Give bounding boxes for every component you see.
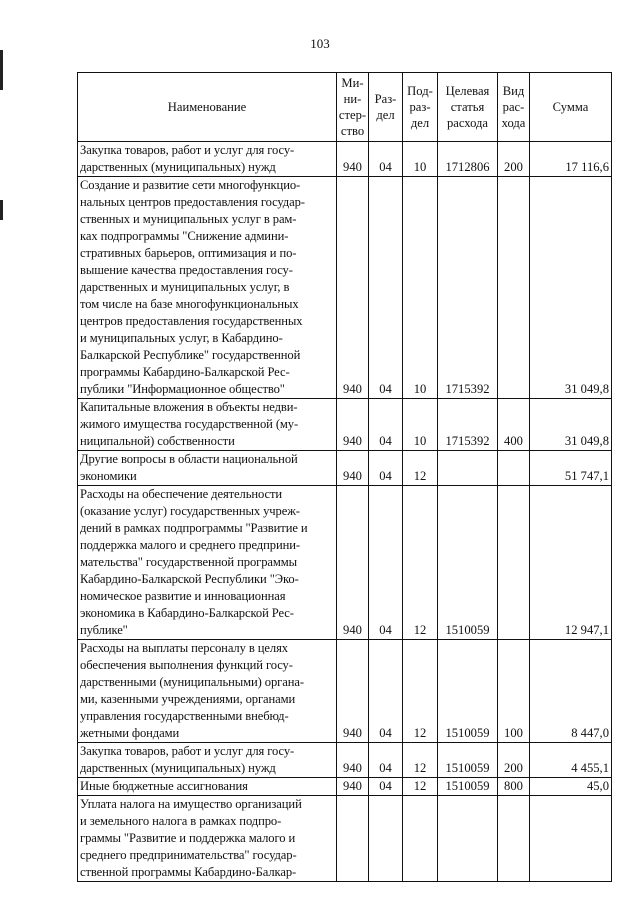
- cell-sum: 17 116,6: [530, 142, 612, 177]
- cell-section: 04: [369, 640, 403, 743]
- cell-sum: 4 455,1: [530, 743, 612, 778]
- cell-name: Другие вопросы в области национальной экономики: [78, 451, 337, 486]
- cell-ministry: 940: [337, 640, 369, 743]
- cell-target: 1510059: [438, 486, 498, 640]
- header-name: Наименование: [78, 73, 337, 142]
- budget-table: [77, 72, 612, 882]
- cell-sum: 45,0: [530, 778, 612, 796]
- cell-target: [438, 796, 498, 882]
- cell-sum: 12 947,1: [530, 486, 612, 640]
- cell-target: 1715392: [438, 177, 498, 399]
- table-row: [78, 142, 612, 177]
- cell-name: Уплата налога на имущество организаций и земельного налога в рамках подпро- граммы "Развитие и поддержка малого и среднего предпринимательства" государ- ственной программы Кабардино-Балкар-: [78, 796, 337, 882]
- cell-subsection: 10: [403, 142, 438, 177]
- cell-sum: 51 747,1: [530, 451, 612, 486]
- cell-subsection: 12: [403, 640, 438, 743]
- cell-section: 04: [369, 177, 403, 399]
- cell-sum: [530, 796, 612, 882]
- cell-name: Расходы на выплаты персоналу в целях обеспечения выполнения функций госу- дарственными (муниципальными) органа- ми, казенными учреждениями, органами управления государственными внебюд- жетными фондами: [78, 640, 337, 743]
- header-subsection: Под- раз- дел: [403, 73, 438, 142]
- binding-mark: [0, 200, 3, 220]
- table-row: [78, 640, 612, 743]
- table-row: [78, 177, 612, 399]
- cell-section: 04: [369, 743, 403, 778]
- cell-name: Капитальные вложения в объекты недви- жимого имущества государственной (му- ниципальной) собственности: [78, 399, 337, 451]
- header-type: Вид рас- хода: [498, 73, 530, 142]
- cell-ministry: 940: [337, 177, 369, 399]
- cell-section: 04: [369, 486, 403, 640]
- cell-target: [438, 451, 498, 486]
- header-sum: Сумма: [530, 73, 612, 142]
- table-row: [78, 399, 612, 451]
- cell-subsection: 12: [403, 778, 438, 796]
- cell-ministry: 940: [337, 778, 369, 796]
- cell-sum: 31 049,8: [530, 399, 612, 451]
- cell-subsection: [403, 796, 438, 882]
- cell-subsection: 12: [403, 486, 438, 640]
- cell-target: 1510059: [438, 640, 498, 743]
- cell-type: 800: [498, 778, 530, 796]
- table-header-row: [78, 73, 612, 142]
- binding-mark: [0, 50, 3, 90]
- cell-target: 1510059: [438, 743, 498, 778]
- cell-ministry: 940: [337, 399, 369, 451]
- cell-section: [369, 796, 403, 882]
- cell-section: 04: [369, 451, 403, 486]
- cell-sum: 31 049,8: [530, 177, 612, 399]
- cell-type: [498, 451, 530, 486]
- cell-type: 200: [498, 142, 530, 177]
- cell-ministry: [337, 796, 369, 882]
- cell-ministry: 940: [337, 142, 369, 177]
- cell-name: Закупка товаров, работ и услуг для госу- дарственных (муниципальных) нужд: [78, 142, 337, 177]
- cell-ministry: 940: [337, 451, 369, 486]
- cell-type: [498, 796, 530, 882]
- cell-name: Закупка товаров, работ и услуг для госу- дарственных (муниципальных) нужд: [78, 743, 337, 778]
- cell-section: 04: [369, 142, 403, 177]
- header-target: Целевая статья расхода: [438, 73, 498, 142]
- cell-type: [498, 177, 530, 399]
- cell-type: 100: [498, 640, 530, 743]
- cell-type: 200: [498, 743, 530, 778]
- cell-ministry: 940: [337, 486, 369, 640]
- cell-name: Создание и развитие сети многофункцио- нальных центров предоставления государ- ственных и муниципальных услуг в рам- ках подпрограммы "Снижение админи- стративных барьеров, оптимизация и по- вышение качества предоставления госу- дарственных и муниципальных услуг, в том числе на базе многофункциональных центров предоставления государственных и муниципальных услуг, в Кабардино- Балкарской Республике" государственной программы Кабардино-Балкарской Рес- публики "Информационное общество": [78, 177, 337, 399]
- cell-name: Расходы на обеспечение деятельности (оказание услуг) государственных учреж- дений в рамках подпрограммы "Развитие и поддержка малого и среднего предприни- мательства" государственной программы Кабардино-Балкарской Республики "Эко- номическое развитие и инновационная экономика в Кабардино-Балкарской Рес- публике": [78, 486, 337, 640]
- table-row: [78, 743, 612, 778]
- cell-target: 1715392: [438, 399, 498, 451]
- cell-ministry: 940: [337, 743, 369, 778]
- cell-subsection: 10: [403, 177, 438, 399]
- page-number: 103: [310, 36, 330, 51]
- table-row: [78, 796, 612, 882]
- table-body: [78, 142, 612, 882]
- cell-section: 04: [369, 778, 403, 796]
- cell-sum: 8 447,0: [530, 640, 612, 743]
- cell-subsection: 10: [403, 399, 438, 451]
- cell-type: [498, 486, 530, 640]
- table-row: [78, 451, 612, 486]
- header-section: Раз- дел: [369, 73, 403, 142]
- cell-section: 04: [369, 399, 403, 451]
- table-row: [78, 778, 612, 796]
- cell-name: Иные бюджетные ассигнования: [78, 778, 337, 796]
- cell-type: 400: [498, 399, 530, 451]
- cell-subsection: 12: [403, 451, 438, 486]
- header-ministry: Ми- ни- стер- ство: [337, 73, 369, 142]
- table-row: [78, 486, 612, 640]
- cell-target: 1712806: [438, 142, 498, 177]
- cell-target: 1510059: [438, 778, 498, 796]
- cell-subsection: 12: [403, 743, 438, 778]
